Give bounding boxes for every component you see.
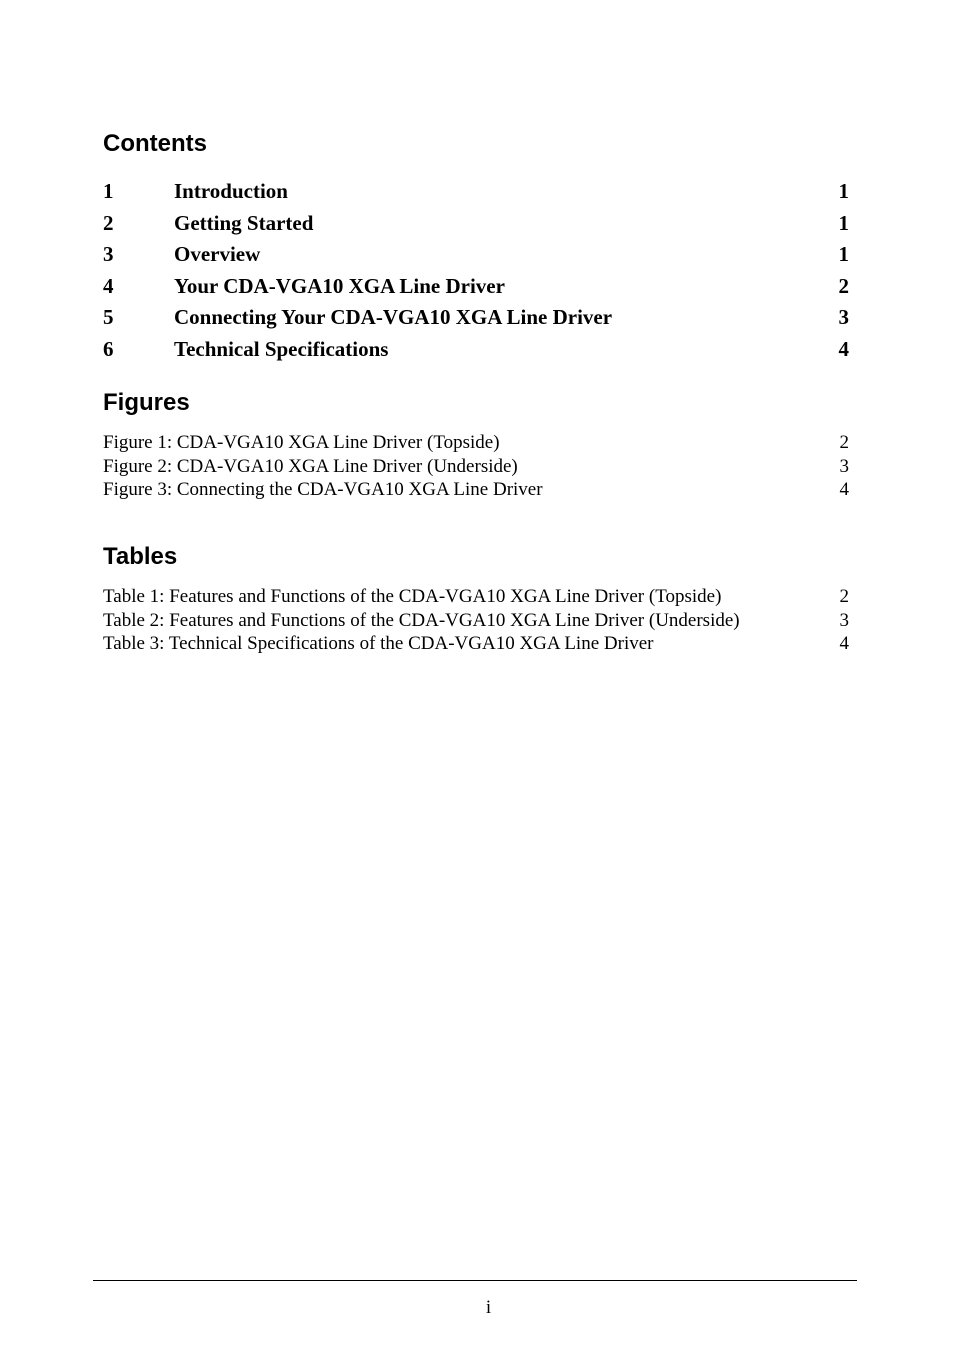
contents-heading: Contents [103,130,207,157]
figures-list [103,431,849,502]
figure-entry-page: 4 [839,479,849,501]
toc-entry-number: 2 [103,210,114,235]
toc-entry-number: 5 [103,305,114,330]
toc-entry-page: 1 [838,179,849,203]
toc-entry-1[interactable] [103,176,849,208]
footer-page-number: i [485,1297,492,1318]
table-entry-3[interactable] [103,632,849,656]
table-entry-page: 4 [839,633,849,655]
toc-entry-number: 6 [103,336,114,361]
toc-entry-page: 4 [838,336,849,361]
table-entry-title: Table 2: Features and Functions of the CDA-VGA10 XGA Line Driver (Underside) [103,609,740,631]
toc-entry-page: 1 [838,242,849,267]
toc-entry-title: Technical Specifications [174,336,389,361]
toc-entry-title: Getting Started [174,210,314,235]
toc-entry-page: 1 [838,210,849,235]
figure-entry-2[interactable] [103,455,849,479]
toc-entry-number: 1 [103,179,114,203]
table-entry-title: Table 3: Technical Specifications of the CDA-VGA10 XGA Line Driver [103,633,654,655]
footer-divider [93,1280,857,1281]
toc-entry-3[interactable] [103,239,849,271]
contents-list [103,176,849,366]
figure-entry-page: 3 [839,455,849,477]
figures-heading: Figures [103,389,190,416]
toc-entry-2[interactable] [103,208,849,240]
table-entry-2[interactable] [103,609,849,633]
toc-entry-4[interactable] [103,271,849,303]
figure-entry-title: Figure 3: Connecting the CDA-VGA10 XGA Line Driver [103,479,543,501]
toc-entry-title: Connecting Your CDA-VGA10 XGA Line Driver [174,305,613,330]
figure-entry-3[interactable] [103,478,849,502]
table-entry-title: Table 1: Features and Functions of the CDA-VGA10 XGA Line Driver (Topside) [103,586,722,607]
toc-entry-page: 2 [838,273,849,298]
figure-entry-title: Figure 1: CDA-VGA10 XGA Line Driver (Topside) [103,432,500,453]
figure-entry-page: 2 [839,432,849,453]
table-entry-page: 2 [839,586,849,607]
table-entry-page: 3 [839,609,849,631]
table-entry-1[interactable] [103,585,849,609]
toc-entry-6[interactable] [103,334,849,366]
tables-heading: Tables [103,543,178,570]
toc-entry-5[interactable] [103,302,849,334]
toc-entry-number: 4 [103,273,114,298]
toc-entry-title: Introduction [174,179,288,203]
figure-entry-title: Figure 2: CDA-VGA10 XGA Line Driver (Underside) [103,455,518,477]
toc-entry-number: 3 [103,242,114,267]
toc-entry-title: Overview [174,242,261,267]
toc-entry-title: Your CDA-VGA10 XGA Line Driver [174,273,505,298]
toc-entry-page: 3 [838,305,849,330]
tables-list [103,585,849,656]
figure-entry-1[interactable] [103,431,849,455]
